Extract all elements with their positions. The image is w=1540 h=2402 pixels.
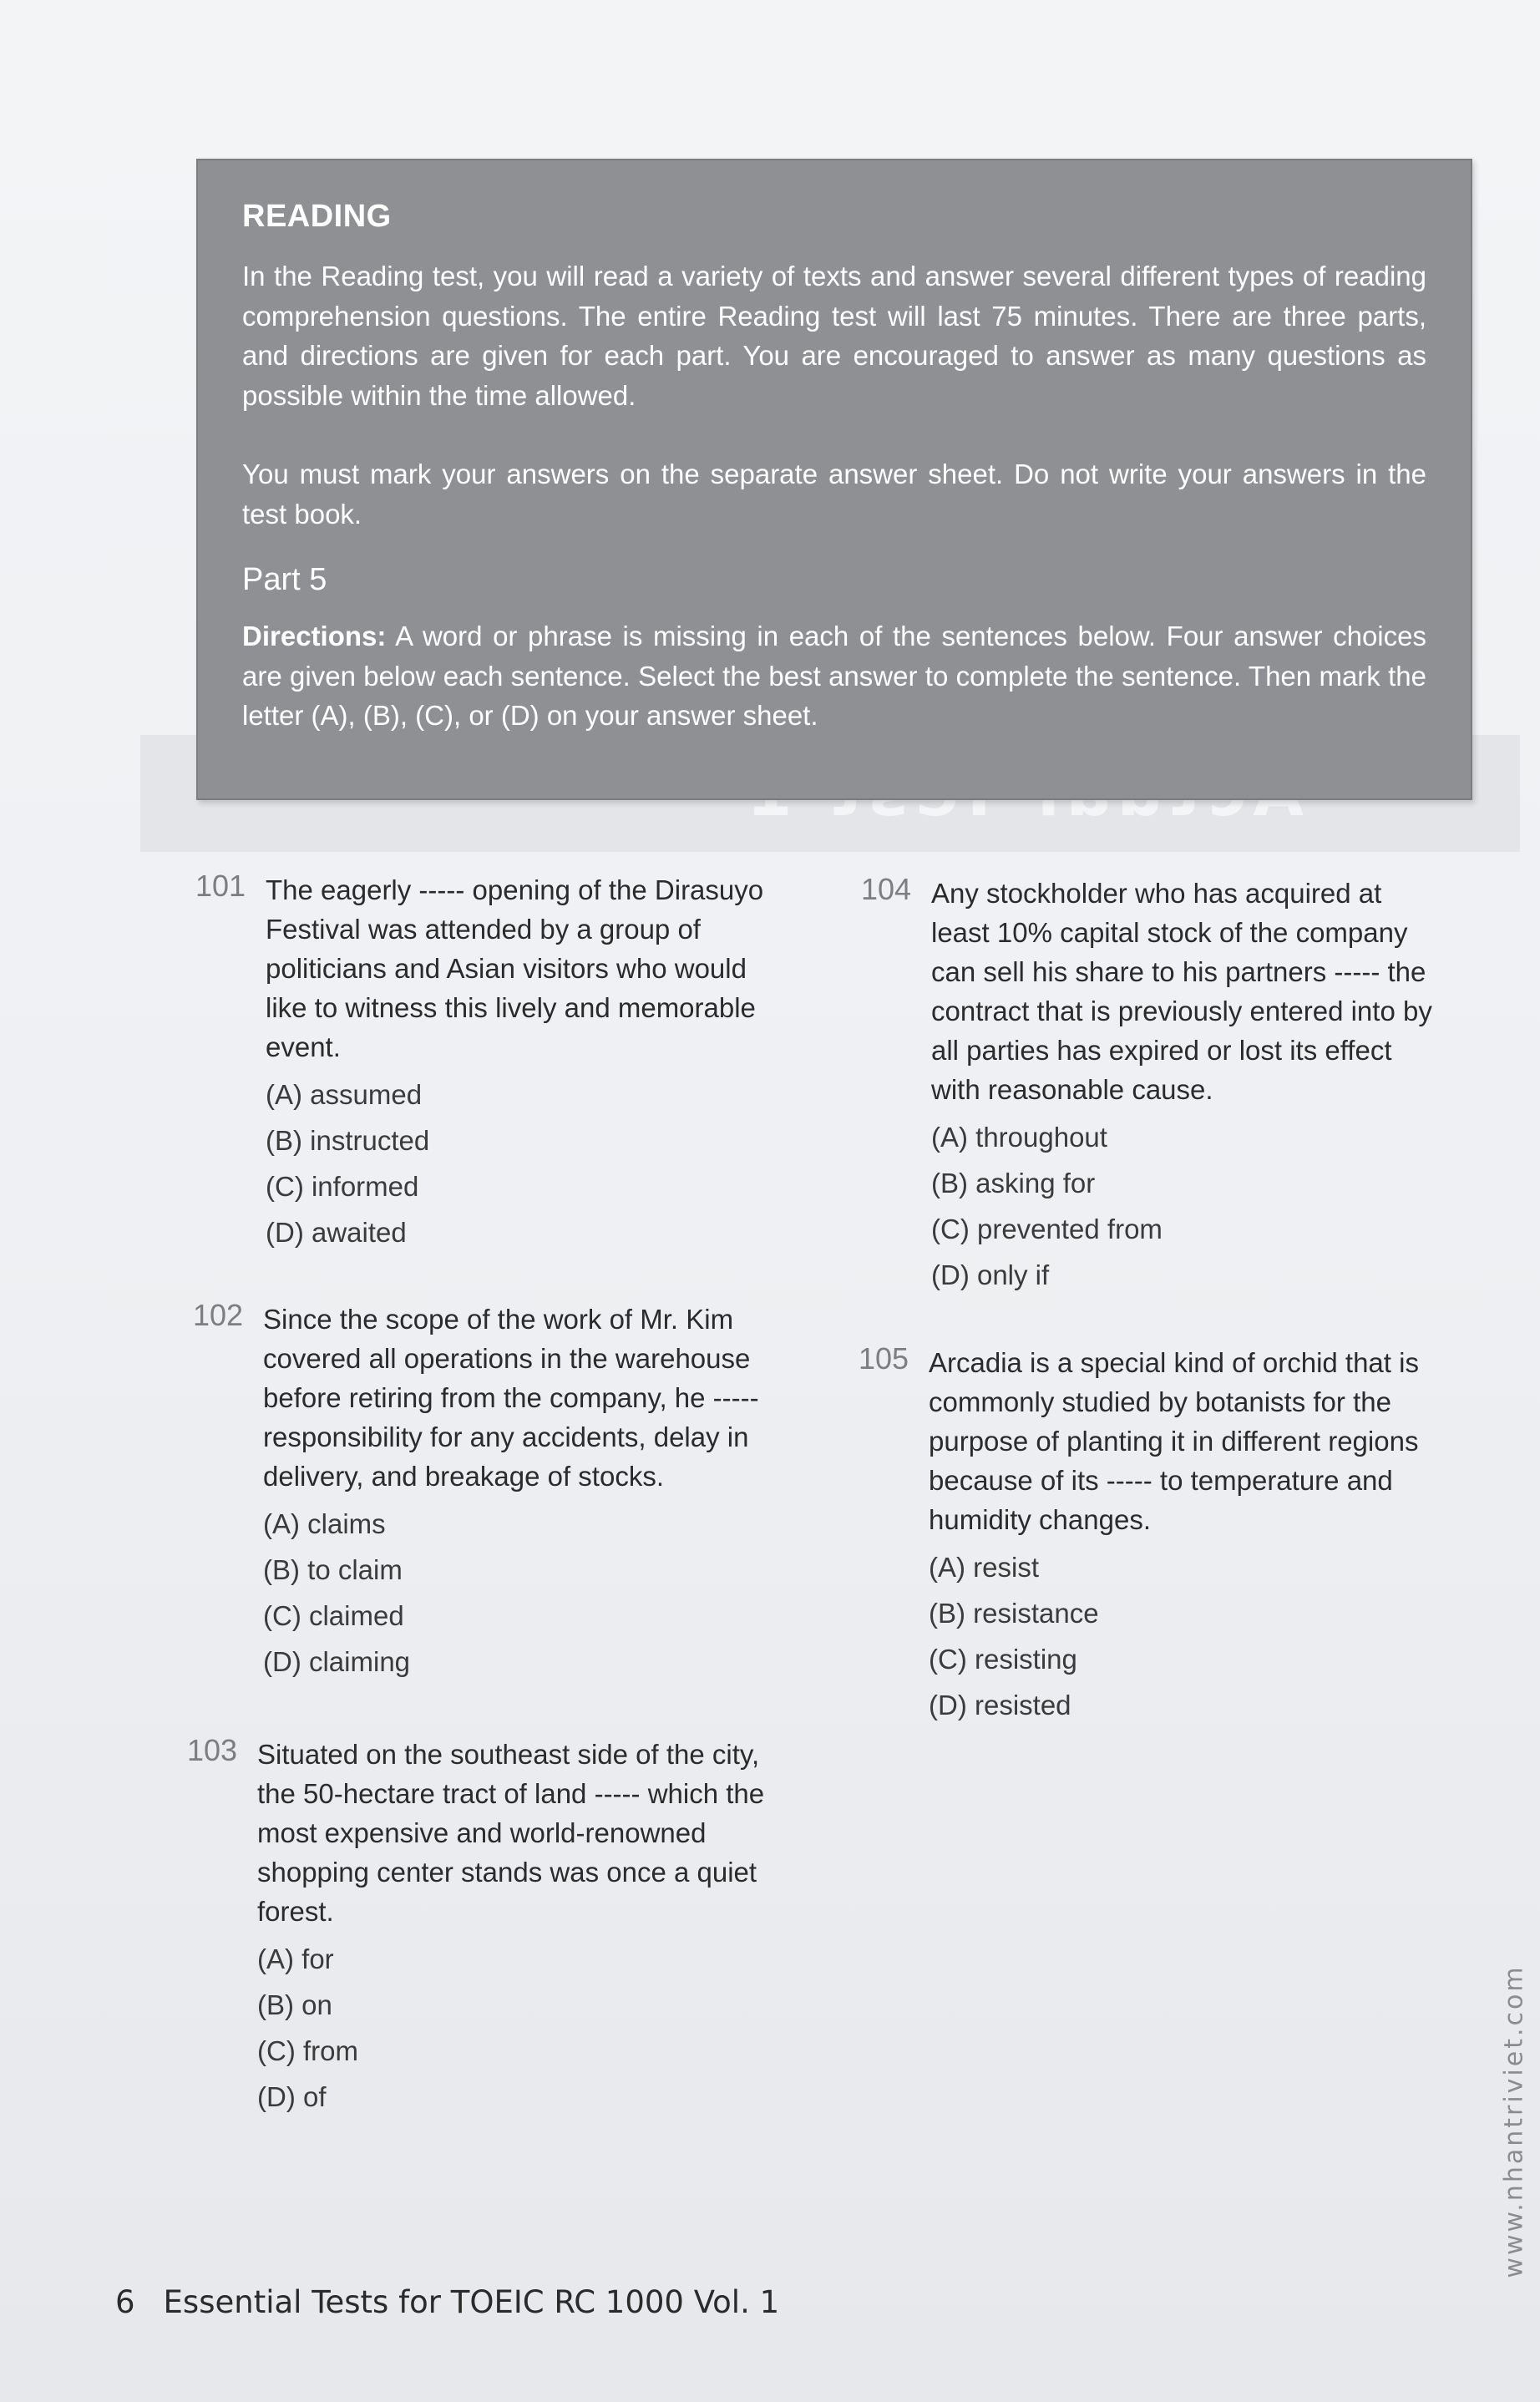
choice-d: (D) only if bbox=[931, 1259, 1050, 1290]
answer-choices bbox=[931, 1114, 1432, 1298]
choice-b: (B) resistance bbox=[929, 1598, 1099, 1629]
question-line: with reasonable cause. bbox=[931, 1074, 1213, 1105]
question-line: The eagerly ----- opening of the Dirasuyo bbox=[266, 874, 764, 905]
question-number: 102 bbox=[193, 1298, 244, 1332]
question-line: forest. bbox=[257, 1896, 334, 1927]
question-line: before retiring from the company, he ----- bbox=[263, 1382, 759, 1413]
question-line: all parties has expired or lost its effect bbox=[931, 1035, 1392, 1066]
answer-choices bbox=[257, 1936, 764, 2120]
reading-instruction: You must mark your answers on the separate answer sheet. Do not write your answers in the test book. bbox=[242, 459, 1426, 530]
choice-a: (A) assumed bbox=[266, 1079, 423, 1110]
question-line: humidity changes. bbox=[929, 1504, 1151, 1535]
choice-a: (A) resist bbox=[929, 1552, 1039, 1583]
choice-c: (C) prevented from bbox=[931, 1214, 1163, 1244]
directions-text: A word or phrase is missing in each of the sentences below. Four answer choices are given below each sentence. Select the best answer to complete the sentence. Then mark the letter (A), (B), (C), or (D) on your answer sheet. bbox=[242, 621, 1426, 731]
question-line: politicians and Asian visitors who would bbox=[266, 953, 747, 984]
choice-b: (B) on bbox=[257, 1989, 332, 2020]
choice-d: (D) claiming bbox=[263, 1646, 411, 1677]
part-title: Part 5 bbox=[242, 562, 327, 597]
choice-d: (D) resisted bbox=[929, 1690, 1071, 1720]
question-line: Arcadia is a special kind of orchid that is bbox=[929, 1347, 1419, 1378]
question-line: least 10% capital stock of the company bbox=[931, 917, 1408, 948]
choice-b: (B) asking for bbox=[931, 1168, 1096, 1198]
choice-d: (D) of bbox=[257, 2081, 327, 2112]
question-line: responsibility for any accidents, delay in bbox=[263, 1421, 749, 1452]
publisher-watermark: www.nhantriviet.com bbox=[1499, 1964, 1529, 2278]
reading-intro: In the Reading test, you will read a variety of texts and answer several different types of reading comprehension questions. The entire Reading test will last 75 minutes. There are three parts, and directions are given for each part. You are encouraged to answer as many questions as possible within the time allowed. bbox=[242, 261, 1426, 411]
page-footer bbox=[115, 2284, 779, 2320]
answer-choices bbox=[929, 1544, 1419, 1728]
choice-a: (A) claims bbox=[263, 1508, 386, 1539]
question-number: 101 bbox=[195, 869, 246, 903]
question-line: purpose of planting it in different regions bbox=[929, 1426, 1419, 1457]
part-directions bbox=[242, 616, 1426, 736]
choice-a: (A) throughout bbox=[931, 1122, 1107, 1153]
question-line: because of its ----- to temperature and bbox=[929, 1465, 1393, 1496]
question-number: 104 bbox=[861, 872, 912, 906]
book-title: Essential Tests for TOEIC RC 1000 Vol. 1 bbox=[163, 2284, 780, 2320]
choice-c: (C) claimed bbox=[263, 1600, 404, 1631]
answer-choices bbox=[266, 1072, 763, 1255]
question-line: commonly studied by botanists for the bbox=[929, 1386, 1391, 1417]
choice-c: (C) resisting bbox=[929, 1644, 1077, 1675]
reading-instructions-box bbox=[196, 159, 1472, 800]
question-line: most expensive and world-renowned bbox=[257, 1817, 707, 1848]
reading-title: READING bbox=[242, 199, 392, 234]
question-number: 103 bbox=[187, 1733, 238, 1767]
question-line: delivery, and breakage of stocks. bbox=[263, 1461, 664, 1492]
choice-b: (B) to claim bbox=[263, 1554, 403, 1585]
directions-label: Directions: bbox=[242, 621, 387, 651]
question-line: shopping center stands was once a quiet bbox=[257, 1857, 757, 1888]
question-line: contract that is previously entered into by bbox=[931, 996, 1432, 1026]
choice-a: (A) for bbox=[257, 1943, 334, 1974]
choice-c: (C) from bbox=[257, 2035, 358, 2066]
question-number: 105 bbox=[859, 1341, 909, 1376]
question-line: the 50-hectare tract of land ----- which the bbox=[257, 1778, 765, 1809]
question-line: Festival was attended by a group of bbox=[266, 914, 701, 945]
page-number: 6 bbox=[115, 2284, 135, 2320]
choice-c: (C) informed bbox=[266, 1171, 419, 1202]
question-line: covered all operations in the warehouse bbox=[263, 1343, 751, 1374]
answer-choices bbox=[263, 1501, 759, 1685]
question-line: can sell his share to his partners ----- the bbox=[931, 956, 1426, 987]
question-line: Since the scope of the work of Mr. Kim bbox=[263, 1304, 734, 1335]
choice-b: (B) instructed bbox=[266, 1125, 430, 1156]
question-line: event. bbox=[266, 1031, 341, 1062]
question-line: Any stockholder who has acquired at bbox=[931, 878, 1382, 909]
question-line: like to witness this lively and memorable bbox=[266, 992, 756, 1023]
choice-d: (D) awaited bbox=[266, 1217, 407, 1248]
question-line: Situated on the southeast side of the city, bbox=[257, 1739, 760, 1770]
